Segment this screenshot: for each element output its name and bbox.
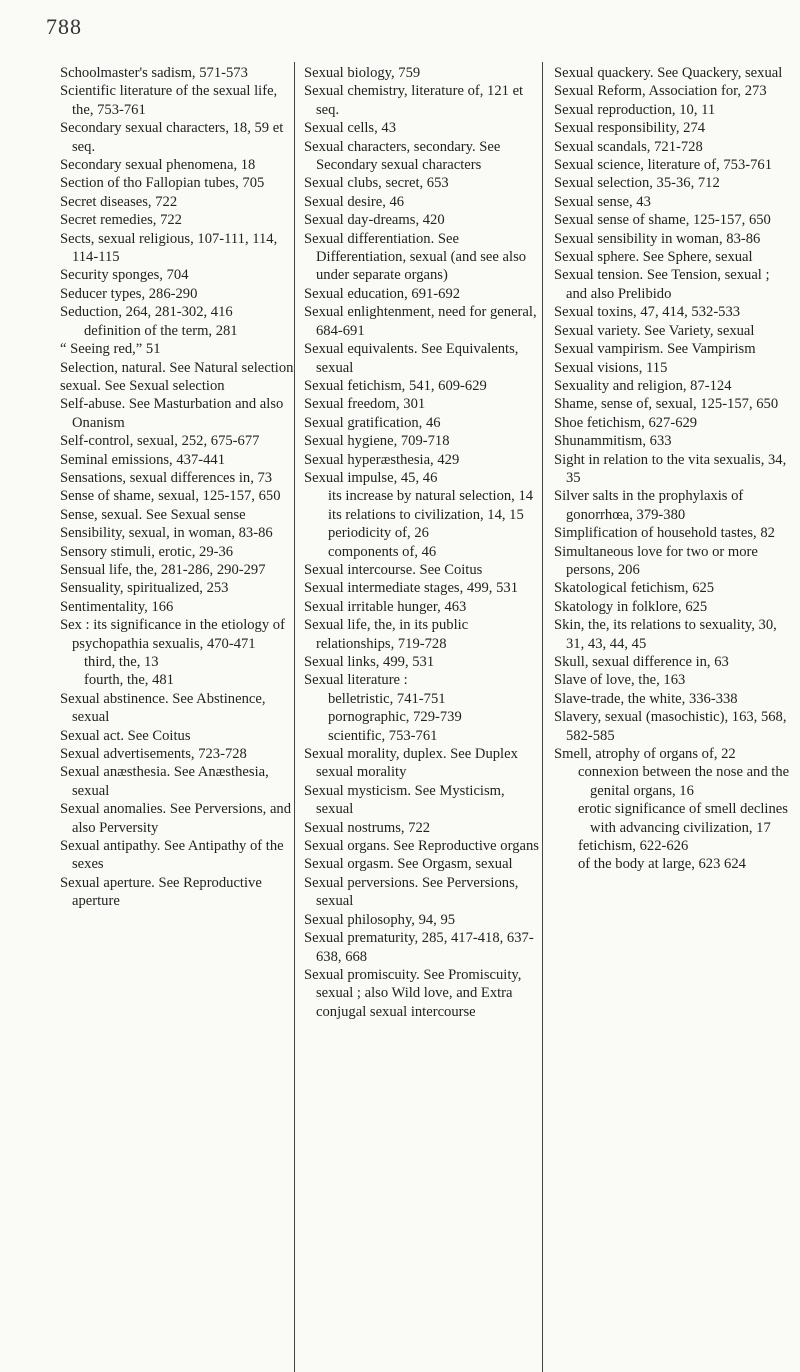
index-entry: Sexual antipathy. See Antipathy of the sexes: [60, 838, 284, 873]
index-entry: Sexual act. See Coitus: [60, 727, 191, 744]
index-entry: Sentimentality, 166: [60, 598, 174, 615]
index-entry: Sexual sense, 43: [554, 193, 651, 210]
index-entry: Sexual clubs, secret, 653: [304, 175, 449, 192]
page-number: 788: [46, 14, 82, 39]
index-entry: Sexual chemistry, literature of, 121 et seq.: [304, 83, 524, 118]
index-entry: Sense, sexual. See Sexual sense: [60, 506, 246, 523]
index-subentry: periodicity of, 26: [328, 525, 429, 542]
index-entry: Sexual literature :: [304, 672, 408, 689]
index-entry: Sexual science, literature of, 753-761: [554, 157, 773, 174]
index-entry: Sexual reproduction, 10, 11: [554, 101, 716, 118]
index-entry: Sexual desire, 46: [304, 193, 405, 210]
index-entry: Sexual vampirism. See Vampirism: [554, 341, 756, 358]
index-entry: Seducer types, 286-290: [60, 285, 198, 302]
index-entry: Secret remedies, 722: [60, 212, 182, 229]
index-entry: Self-abuse. See Masturbation and also Onanism: [60, 396, 284, 431]
index-entry: Security sponges, 704: [60, 267, 189, 284]
index-entry: Sex : its significance in the etiology of psychopathia sexualis, 470-471: [60, 617, 285, 652]
index-entry: Scientific literature of the sexual life, the, 753-761: [60, 83, 278, 118]
index-subentry: fourth, the, 481: [84, 672, 174, 689]
index-entry: Skatological fetichism, 625: [554, 580, 715, 597]
index-entry: Simplification of household tastes, 82: [554, 525, 775, 542]
index-entry: Sexual life, the, in its public relationships, 719-728: [304, 617, 469, 652]
index-entry: Sexual links, 499, 531: [304, 654, 435, 670]
index-entry: Sexual characters, secondary. See Secondary sexual characters: [304, 138, 501, 174]
index-entry: Sexual aperture. See Reproductive aperture: [60, 874, 262, 910]
index-column-1: [60, 64, 296, 911]
index-entry: Sexual prematurity, 285, 417-418, 637-638, 668: [304, 930, 534, 965]
index-entry: Shame, sense of, sexual, 125-157, 650: [554, 396, 779, 413]
index-entry: Sexual visions, 115: [554, 359, 668, 376]
column-divider: [294, 62, 295, 1372]
index-entry: Silver salts in the prophylaxis of gonorrhœa, 379-380: [554, 488, 744, 523]
index-entry: Sexual hyperæsthesia, 429: [304, 451, 460, 468]
index-entry: Sexual equivalents. See Equivalents, sexual: [304, 341, 519, 376]
index-entry: Sexual mysticism. See Mysticism, sexual: [304, 782, 505, 818]
index-entry: Sexual freedom, 301: [304, 396, 426, 413]
index-entry: Sects, sexual religious, 107-111, 114, 114-115: [60, 230, 278, 266]
index-entry: “ Seeing red,” 51: [60, 341, 161, 358]
index-subentry: connexion between the nose and the genital organs, 16: [578, 764, 790, 799]
index-entry: Skatology in folklore, 625: [554, 598, 708, 615]
index-entry: Sexual anomalies. See Perversions, and also Perversity: [60, 801, 292, 836]
index-entry: Sexual hygiene, 709-718: [304, 433, 450, 450]
index-entry: Sexual nostrums, 722: [304, 819, 431, 836]
index-entry: Self-control, sexual, 252, 675-677: [60, 433, 260, 450]
index-subentry: definition of the term, 281: [84, 322, 238, 339]
index-entry: Simultaneous love for two or more persons, 206: [554, 543, 758, 578]
index-entry: Secret diseases, 722: [60, 193, 178, 210]
index-entry: Sexual perversions. See Perversions, sexual: [304, 874, 519, 910]
index-entry: Seminal emissions, 437-441: [60, 451, 225, 468]
index-subentry: erotic significance of smell declines with advancing civilization, 17: [578, 801, 788, 836]
index-entry: Shunammitism, 633: [554, 433, 672, 450]
index-entry: Sexual anæsthesia. See Anæsthesia, sexual: [60, 764, 269, 799]
index-column-3: [554, 64, 792, 874]
index-subentry: third, the, 13: [84, 654, 159, 670]
index-entry: Sexual tension. See Tension, sexual ; and also Prelibido: [554, 267, 770, 302]
index-entry: Sexual sense of shame, 125-157, 650: [554, 212, 771, 229]
index-subentry: of the body at large, 623 624: [578, 856, 746, 873]
index-subentry: its increase by natural selection, 14: [328, 488, 534, 505]
index-entry: Sexuality and religion, 87-124: [554, 377, 732, 394]
index-entry: Sexual responsibility, 274: [554, 120, 706, 137]
index-entry: Sexual cells, 43: [304, 120, 397, 137]
index-entry: Sexual sensibility in woman, 83-86: [554, 230, 761, 247]
index-entry: Shoe fetichism, 627-629: [554, 414, 698, 431]
index-entry: Sight in relation to the vita sexualis, 34, 35: [554, 451, 787, 486]
index-entry: Schoolmaster's sadism, 571-573: [60, 65, 248, 81]
index-entry: Sensations, sexual differences in, 73: [60, 469, 273, 486]
index-entry: Sexual impulse, 45, 46: [304, 469, 438, 486]
index-entry: Sensibility, sexual, in woman, 83-86: [60, 525, 273, 542]
index-entry: Secondary sexual characters, 18, 59 et seq.: [60, 120, 284, 155]
index-entry: Slave-trade, the white, 336-338: [554, 690, 738, 707]
index-entry: Sexual intermediate stages, 499, 531: [304, 580, 518, 597]
index-entry: Sexual fetichism, 541, 609-629: [304, 377, 487, 394]
index-entry: Sexual biology, 759: [304, 65, 421, 81]
index-entry: Slavery, sexual (masochistic), 163, 568, 582-585: [554, 709, 787, 744]
index-entry: Sexual irritable hunger, 463: [304, 598, 467, 615]
index-subentry: its relations to civilization, 14, 15: [328, 506, 524, 523]
index-entry: Sexual morality, duplex. See Duplex sexual morality: [304, 746, 518, 781]
index-column-2: [304, 64, 544, 1021]
index-subentry: pornographic, 729-739: [328, 709, 462, 726]
index-subentry: components of, 46: [328, 543, 437, 560]
index-entry: Sexual philosophy, 94, 95: [304, 911, 456, 928]
index-entry: Sexual selection, 35-36, 712: [554, 175, 720, 192]
index-entry: Sexual sphere. See Sphere, sexual: [554, 249, 753, 266]
column-divider: [542, 62, 543, 1372]
index-entry: Sexual education, 691-692: [304, 285, 461, 302]
index-entry: Section of tho Fallopian tubes, 705: [60, 175, 265, 192]
index-entry: Secondary sexual phenomena, 18: [60, 157, 256, 174]
index-entry: Skull, sexual difference in, 63: [554, 654, 729, 670]
index-entry: Sexual variety. See Variety, sexual: [554, 322, 755, 339]
index-subentry: belletristic, 741-751: [328, 690, 446, 707]
index-entry: Sexual orgasm. See Orgasm, sexual: [304, 856, 513, 873]
index-entry: Sexual scandals, 721-728: [554, 138, 703, 155]
index-entry: Sexual gratification, 46: [304, 414, 441, 431]
index-entry: Sexual organs. See Reproductive organs: [304, 838, 539, 855]
index-entry: Sexual advertisements, 723-728: [60, 746, 247, 763]
index-entry: sexual. See Sexual selection: [60, 377, 225, 394]
index-entry: Selection, natural. See Natural selection: [60, 359, 294, 376]
index-entry: Slave of love, the, 163: [554, 672, 686, 689]
index-entry: Sensuality, spiritualized, 253: [60, 580, 229, 597]
index-entry: Sexual enlightenment, need for general, 684-691: [304, 304, 537, 339]
index-entry: Sexual quackery. See Quackery, sexual: [554, 65, 783, 81]
index-entry: Smell, atrophy of organs of, 22: [554, 746, 736, 763]
index-entry: Sexual intercourse. See Coitus: [304, 561, 483, 578]
index-entry: Sexual day-dreams, 420: [304, 212, 445, 229]
index-subentry: scientific, 753-761: [328, 727, 438, 744]
index-entry: Sensory stimuli, erotic, 29-36: [60, 543, 234, 560]
index-entry: Sexual Reform, Association for, 273: [554, 83, 767, 100]
index-entry: Sexual differentiation. See Differentiation, sexual (and see also under separate organs): [304, 230, 527, 284]
index-entry: Skin, the, its relations to sexuality, 30, 31, 43, 44, 45: [554, 617, 777, 652]
index-entry: Sensual life, the, 281-286, 290-297: [60, 561, 266, 578]
index-subentry: fetichism, 622-626: [578, 838, 689, 855]
index-entry: Sexual promiscuity. See Promiscuity, sexual ; also Wild love, and Extra conjugal sexual intercourse: [304, 966, 522, 1020]
index-entry: Sense of shame, sexual, 125-157, 650: [60, 488, 281, 505]
index-entry: Seduction, 264, 281-302, 416: [60, 304, 233, 321]
index-entry: Sexual abstinence. See Abstinence, sexual: [60, 690, 266, 726]
index-entry: Sexual toxins, 47, 414, 532-533: [554, 304, 741, 321]
